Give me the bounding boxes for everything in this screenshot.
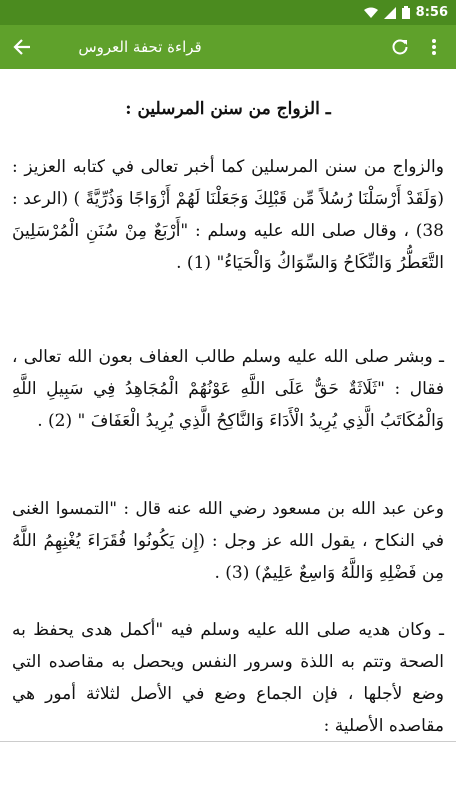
signal-icon: [384, 7, 396, 19]
section-heading: ـ الزواج من سنن المرسلين :: [125, 99, 331, 119]
paragraph: والزواج من سنن المرسلين كما أخبر تعالى في كتابه العزيز : (وَلَقَدْ أَرْسَلْنَا رُسُلاً مِّن قَبْلِكَ وَجَعَلْنَا لَهُمْ أَزْوَاجًا وَذُرِّيَّةً ) (الرعد : 38) ، وقال صلى الله عليه وسلم : "أَرْبَعٌ مِنْ سُنَنِ الْمُرْسَلِينَ التَّعَطُّرُ وَالنِّكَاحُ وَالسِّوَاكُ وَالْحَيَاءُ" (1) .: [12, 157, 444, 273]
page-title: قراءة تحفة العروس: [78, 38, 202, 56]
status-icons: [364, 0, 448, 25]
back-arrow-icon[interactable]: [10, 35, 34, 59]
refresh-icon[interactable]: [388, 35, 412, 59]
paragraph: ـ وبشر صلى الله عليه وسلم طالب العفاف بعون الله تعالى ، فقال : "ثَلَاثَةٌ حَقٌّ عَلَى اللَّهِ عَوْنُهُمْ الْمُجَاهِدُ فِي سَبِيلِ اللَّهِ وَالْمُكَاتَبُ الَّذِي يُرِيدُ الْأَدَاءَ وَالنَّاكِحُ الَّذِي يُرِيدُ الْعَفَافَ " (2) .: [12, 347, 444, 431]
paragraph: وعن عبد الله بن مسعود رضي الله عنه قال : "التمسوا الغنى في النكاح ، يقول الله عز وجل : (إِن يَكُونُوا فُقَرَاءَ يُغْنِهِمُ اللَّهُ مِن فَضْلِهِ وَاللَّهُ وَاسِعٌ عَلِيمٌ) (3) .: [12, 499, 444, 583]
paragraph: ـ وكان هديه صلى الله عليه وسلم فيه "أكمل هدى يحفظ به الصحة وتتم به اللذة وسرور النفس ويحصل به مقاصده التي وضع لأجلها ، فإن الجماع وضع في الأصل لثلاثة أمور هي مقاصده الأصلية :: [12, 620, 444, 736]
bottom-blank-area: [0, 742, 456, 800]
app-bar: [0, 25, 456, 69]
status-bar: [0, 0, 456, 25]
battery-icon: [402, 6, 410, 19]
status-time: 8:56: [415, 5, 448, 20]
more-vert-icon[interactable]: [424, 35, 444, 59]
article-content[interactable]: [0, 69, 456, 741]
wifi-icon: [364, 7, 378, 19]
